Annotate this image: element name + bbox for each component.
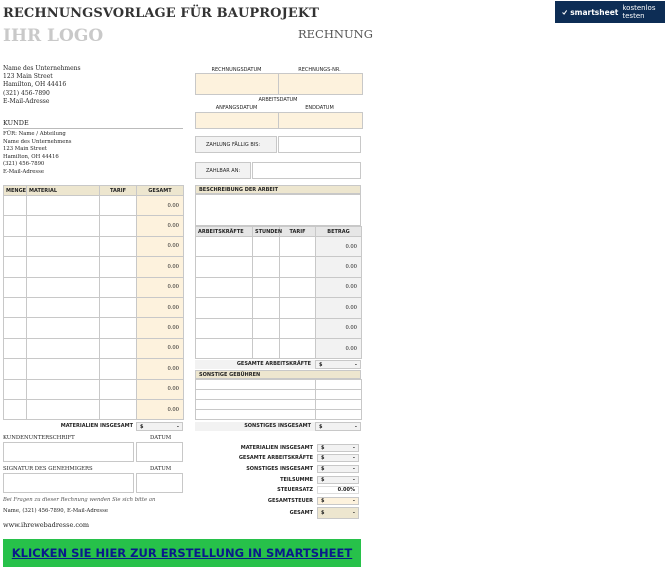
summary-currency: $ — [321, 497, 325, 504]
summary-label: SONSTIGES INSGESAMT — [246, 465, 313, 472]
summary-label: GESAMT — [289, 510, 313, 517]
material-total-cell: 0.00 — [137, 318, 184, 338]
labor-header-hours: STUNDEN — [253, 227, 280, 237]
invoice-number-label: RECHNUNGS-NR. — [298, 67, 341, 73]
cta-label: KLICKEN SIE HIER ZUR ERSTELLUNG IN SMARTSHEET — [11, 546, 353, 560]
work-date-label: ARBEITSDATUM — [258, 97, 298, 103]
table-row — [4, 216, 184, 236]
table-row — [4, 257, 184, 277]
summary-value: - — [352, 455, 355, 462]
start-date-label: ANFANGSDATUM — [215, 105, 258, 111]
labor-amount-cell: 0.00 — [316, 257, 362, 277]
end-date-field[interactable] — [278, 112, 363, 129]
material-total-cell: 0.00 — [137, 359, 184, 379]
invoice-heading: RECHNUNG — [298, 27, 373, 41]
table-row — [196, 257, 362, 277]
labor-amount-cell: 0.00 — [316, 237, 362, 257]
summary-block — [195, 443, 361, 519]
brand-tagline: kostenlos testen — [622, 4, 656, 20]
summary-currency: $ — [321, 455, 325, 462]
summary-value: - — [352, 476, 355, 483]
table-row — [4, 196, 184, 216]
other-fees-header: SONSTIGE GEBÜHREN — [195, 370, 361, 379]
company-phone: (321) 456-7890 — [3, 89, 50, 97]
summary-row-labor — [195, 454, 361, 463]
table-row — [196, 277, 362, 297]
smartsheet-trial-button[interactable] — [555, 1, 665, 23]
customer-signature-date-label: DATUM — [150, 435, 172, 441]
summary-value: - — [352, 444, 355, 451]
customer-info — [3, 131, 71, 177]
approver-signature-date-label: DATUM — [150, 466, 172, 472]
material-total-cell: 0.00 — [137, 399, 184, 419]
approver-signature-field[interactable] — [3, 473, 134, 493]
materials-table — [3, 185, 184, 420]
summary-row-subtotal — [195, 475, 361, 484]
table-row — [196, 380, 362, 390]
material-total-cell: 0.00 — [137, 338, 184, 358]
materials-total-value: - — [176, 423, 179, 430]
create-in-smartsheet-button[interactable] — [3, 539, 361, 567]
work-description-field[interactable] — [195, 194, 361, 226]
materials-header-qty: MENGE — [4, 186, 27, 196]
summary-label: TEILSUMME — [280, 476, 313, 483]
payable-to-field[interactable] — [252, 162, 361, 179]
material-total-cell: 0.00 — [137, 236, 184, 256]
materials-total-currency: $ — [140, 423, 144, 430]
summary-label: GESAMTE ARBEITSKRÄFTE — [238, 455, 313, 462]
summary-label: GESAMTSTEUER — [267, 497, 313, 504]
material-total-cell: 0.00 — [137, 297, 184, 317]
table-row — [4, 277, 184, 297]
table-row — [196, 318, 362, 338]
customer-signature-date-field[interactable] — [136, 442, 183, 462]
table-row — [196, 390, 362, 400]
summary-row-materials — [195, 443, 361, 452]
table-row — [4, 338, 184, 358]
company-city: Hamilton, OH 44416 — [3, 81, 67, 89]
customer-city: Hamilton, OH 44416 — [3, 153, 59, 160]
customer-company: Name des Unternehmens — [3, 138, 72, 145]
customer-signature-label: KUNDENUNTERSCHRIFT — [3, 435, 75, 441]
summary-row-tax — [195, 496, 361, 505]
materials-header-rate: TARIF — [100, 186, 137, 196]
customer-heading: KUNDE — [3, 119, 183, 129]
due-date-label: ZAHLUNG FÄLLIG BIS: — [195, 136, 277, 153]
invoice-number-field[interactable] — [278, 73, 363, 95]
summary-value: - — [352, 497, 355, 504]
smartsheet-logo-icon — [562, 9, 567, 16]
table-row — [4, 236, 184, 256]
labor-amount-cell: 0.00 — [316, 298, 362, 318]
labor-total-row — [195, 360, 361, 369]
due-date-field[interactable] — [278, 136, 361, 153]
approver-signature-label: SIGNATUR DES GENEHMIGERS — [3, 466, 93, 472]
customer-signature-field[interactable] — [3, 442, 134, 462]
contact-note: Bei Fragen zu dieser Rechnung wenden Sie sich bitte an — [3, 497, 156, 503]
material-total-cell: 0.00 — [137, 379, 184, 399]
table-row — [196, 400, 362, 410]
end-date-label: ENDDATUM — [305, 105, 334, 111]
customer-street: 123 Main Street — [3, 146, 47, 153]
labor-amount-cell: 0.00 — [316, 277, 362, 297]
customer-email: E-Mail-Adresse — [3, 168, 44, 175]
material-total-cell: 0.00 — [137, 196, 184, 216]
labor-header-amount: BETRAG — [316, 227, 362, 237]
table-row — [196, 338, 362, 358]
company-name: Name des Unternehmens — [3, 65, 81, 72]
company-info — [3, 65, 81, 106]
invoice-date-field[interactable] — [195, 73, 279, 95]
logo-placeholder: IHR LOGO — [3, 26, 104, 46]
materials-header-material: MATERIAL — [27, 186, 100, 196]
company-email: E-Mail-Adresse — [3, 97, 50, 105]
other-total-value: - — [354, 423, 357, 430]
summary-value: - — [352, 510, 355, 517]
other-fees-table — [195, 379, 362, 420]
start-date-field[interactable] — [195, 112, 279, 129]
material-total-cell: 0.00 — [137, 216, 184, 236]
work-description-header: BESCHREIBUNG DER ARBEIT — [195, 185, 361, 194]
materials-total-row — [3, 422, 183, 431]
other-total-row — [195, 422, 361, 431]
labor-total-label: GESAMTE ARBEITSKRÄFTE — [236, 361, 311, 367]
approver-signature-date-field[interactable] — [136, 473, 183, 493]
material-total-cell: 0.00 — [137, 277, 184, 297]
summary-currency: $ — [321, 476, 325, 483]
labor-total-currency: $ — [319, 361, 323, 368]
summary-row-other — [195, 464, 361, 473]
labor-amount-cell: 0.00 — [316, 318, 362, 338]
payable-to-label: ZAHLBAR AN: — [195, 162, 251, 179]
table-row — [196, 410, 362, 420]
table-row — [4, 399, 184, 419]
customer-phone: (321) 456-7890 — [3, 161, 45, 168]
summary-label: MATERIALIEN INSGESAMT — [240, 444, 313, 451]
summary-currency: $ — [321, 444, 325, 451]
table-row — [4, 297, 184, 317]
other-total-currency: $ — [319, 423, 323, 430]
table-row — [4, 359, 184, 379]
materials-header-total: GESAMT — [137, 186, 184, 196]
contact-info: Name, (321) 456-7890, E-Mail-Adresse — [3, 508, 108, 514]
summary-row-total — [195, 507, 361, 519]
invoice-date-label: RECHNUNGSDATUM — [211, 67, 262, 73]
summary-currency: $ — [321, 510, 325, 517]
other-total-label: SONSTIGES INSGESAMT — [244, 423, 311, 429]
tax-rate-input[interactable]: 0.00% — [337, 487, 355, 494]
labor-amount-cell: 0.00 — [316, 338, 362, 358]
material-total-cell: 0.00 — [137, 257, 184, 277]
summary-currency: $ — [321, 465, 325, 472]
materials-total-label: MATERIALIEN INSGESAMT — [60, 423, 133, 429]
table-row — [4, 318, 184, 338]
customer-for: FÜR: Name / Abteilung — [3, 131, 66, 137]
labor-header-rate: TARIF — [280, 227, 316, 237]
summary-row-taxrate — [195, 486, 361, 495]
labor-table — [195, 226, 362, 359]
labor-total-value: - — [354, 361, 357, 368]
table-row — [4, 379, 184, 399]
summary-label: STEUERSATZ — [277, 487, 313, 494]
table-row — [196, 237, 362, 257]
labor-header-workers: ARBEITSKRÄFTE — [196, 227, 253, 237]
page-title: RECHNUNGSVORLAGE FÜR BAUPROJEKT — [3, 6, 320, 21]
website-link[interactable]: www.ihrewebadresse.com — [3, 521, 90, 529]
summary-value: - — [352, 465, 355, 472]
brand-name: smartsheet — [570, 7, 619, 17]
table-row — [196, 298, 362, 318]
company-street: 123 Main Street — [3, 73, 53, 81]
